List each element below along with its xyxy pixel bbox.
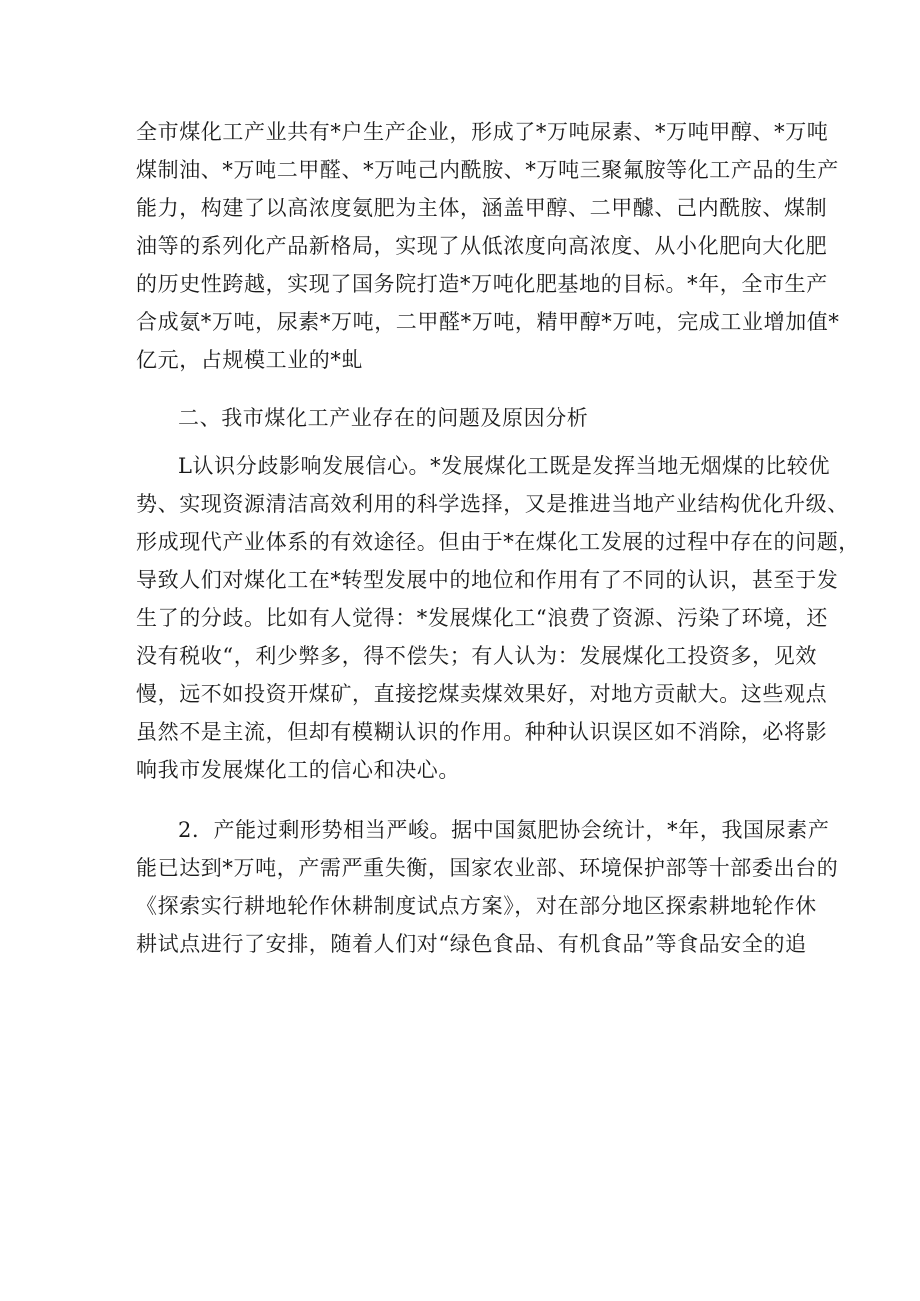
- section-heading: 二、我市煤化工产业存在的问题及原因分析: [178, 406, 589, 430]
- text-line: 形成现代产业体系的有效途径。但由于*在煤化工发展的过程中存在的问题，: [136, 530, 860, 554]
- document-body: [136, 113, 860, 963]
- text-line: 能已达到*万吨，产需严重失衡，国家农业部、环境保护部等十部委出台的: [136, 856, 839, 880]
- text-line: 油等的系列化产品新格局，实现了从低浓度向高浓度、从小化肥向大化肥: [136, 234, 828, 258]
- text-line: 煤制油、*万吨二甲醛、*万吨己内酰胺、*万吨三聚氟胺等化工产品的生产: [136, 158, 839, 182]
- text-line: 能力，构建了以高浓度氨肥为主体，涵盖甲醇、二甲醵、己内酰胺、煤制: [136, 196, 828, 220]
- text-line: 《探索实行耕地轮作休耕制度试点方案》，对在部分地区探索耕地轮作休: [136, 894, 817, 918]
- text-line: 导致人们对煤化工在*转型发展中的地位和作用有了不同的认识，甚至于发: [136, 568, 839, 592]
- text-line: 全市煤化工产业共有*户生产企业，形成了*万吨尿素、*万吨甲醇、*万吨: [136, 120, 829, 144]
- paragraph-industry-overview: [136, 113, 840, 379]
- text-line: 的历史性跨越，实现了国务院打造*万吨化肥基地的目标。*年，全市生产: [136, 272, 828, 296]
- text-line: L认识分歧影响发展信心。*发展煤化工既是发挥当地无烟煤的比较优: [178, 454, 831, 478]
- text-line: 2．产能过剩形势相当严峻。据中国氮肥协会统计，*年，我国尿素产: [178, 818, 830, 842]
- paragraph-gap: [136, 789, 796, 811]
- text-line: 亿元，占规模工业的*虬: [136, 348, 364, 372]
- paragraph-overcapacity: [136, 811, 839, 963]
- text-line: 耕试点进行了安排，随着人们对“绿色食品、有机食品”等食品安全的追: [136, 932, 807, 956]
- text-line: 慢，远不如投资开煤矿，直接挖煤卖煤效果好，对地方贡献大。这些观点: [136, 682, 828, 706]
- text-line: 合成氨*万吨，尿素*万吨，二甲醛*万吨，精甲醇*万吨，完成工业增加值*: [136, 310, 840, 334]
- text-line: 响我市发展煤化工的信心和决心。: [136, 758, 460, 782]
- paragraph-cognitive-divergence: [136, 447, 860, 789]
- text-line: 虽然不是主流，但却有模糊认识的作用。种种认识误区如不消除，必将影: [136, 720, 828, 744]
- text-line: 势、实现资源清洁高效利用的科学选择，又是推进当地产业结构优化升级、: [136, 492, 849, 516]
- text-line: 没有税收“，利少弊多，得不偿失；有人认为：发展煤化工投资多，见效: [136, 644, 817, 668]
- text-line: 生了的分歧。比如有人觉得：*发展煤化工“浪费了资源、污染了环境，还: [136, 606, 829, 630]
